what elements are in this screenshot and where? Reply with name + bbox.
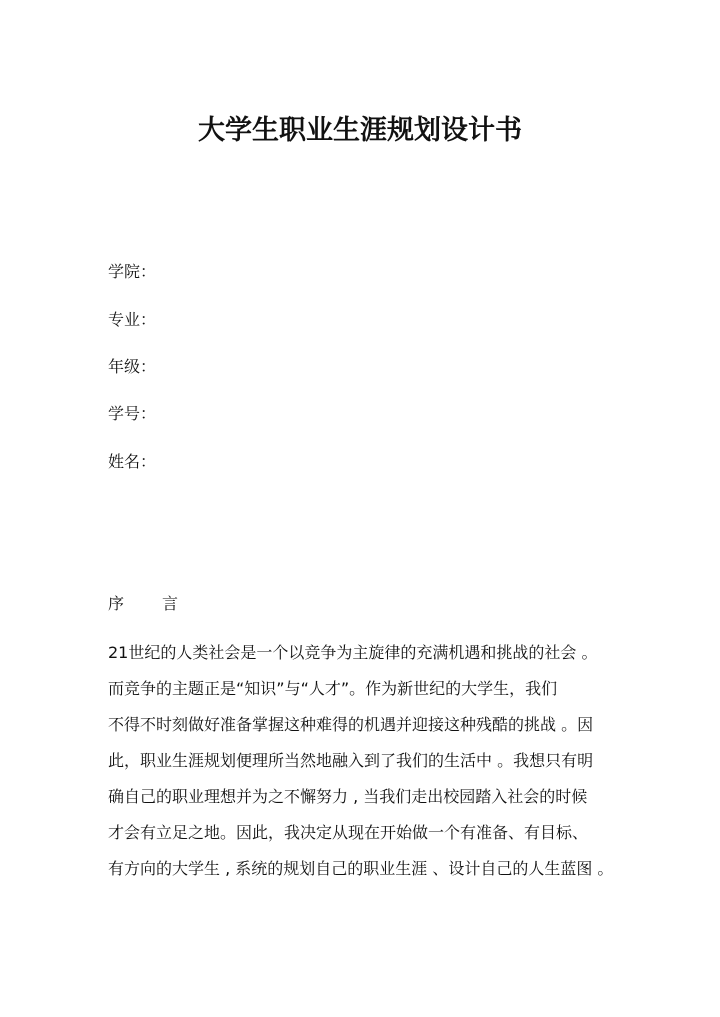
preface-line: 21世纪的人类社会是一个以竞争为主旋律的充满机遇和挑战的社会 。 [108,643,598,662]
preface-line: 而竞争的主题正是“知识”与“人才”。作为新世纪的大学生，我们 [108,679,558,698]
preface-line: 确自己的职业理想并为之不懈努力 , 当我们走出校园踏入社会的时候 [108,787,588,806]
college-field-label: 学院： [108,262,157,281]
document-title: 大学生职业生涯规划设计书 [198,115,522,146]
major-field-label: 专业： [108,310,157,329]
preface-heading-char-2: 言 [162,594,179,613]
grade-field-label: 年级： [108,357,157,376]
preface-heading [108,594,178,614]
preface-line: 不得不时刻做好准备掌握这种难得的机遇并迎接这种残酷的挑战 。因 [108,715,594,734]
preface-heading-char-1: 序 [108,594,125,613]
student-id-field-label: 学号： [108,404,157,423]
name-field-label: 姓名： [108,452,157,471]
preface-line: 有方向的大学生 , 系统的规划自己的职业生涯 、设计自己的人生蓝图 。 [108,859,614,878]
preface-line: 才会有立足之地。因此，我决定从现在开始做一个有准备、有目标、 [108,823,589,842]
preface-line: 此，职业生涯规划便理所当然地融入到了我们的生活中 。我想只有明 [108,751,594,770]
